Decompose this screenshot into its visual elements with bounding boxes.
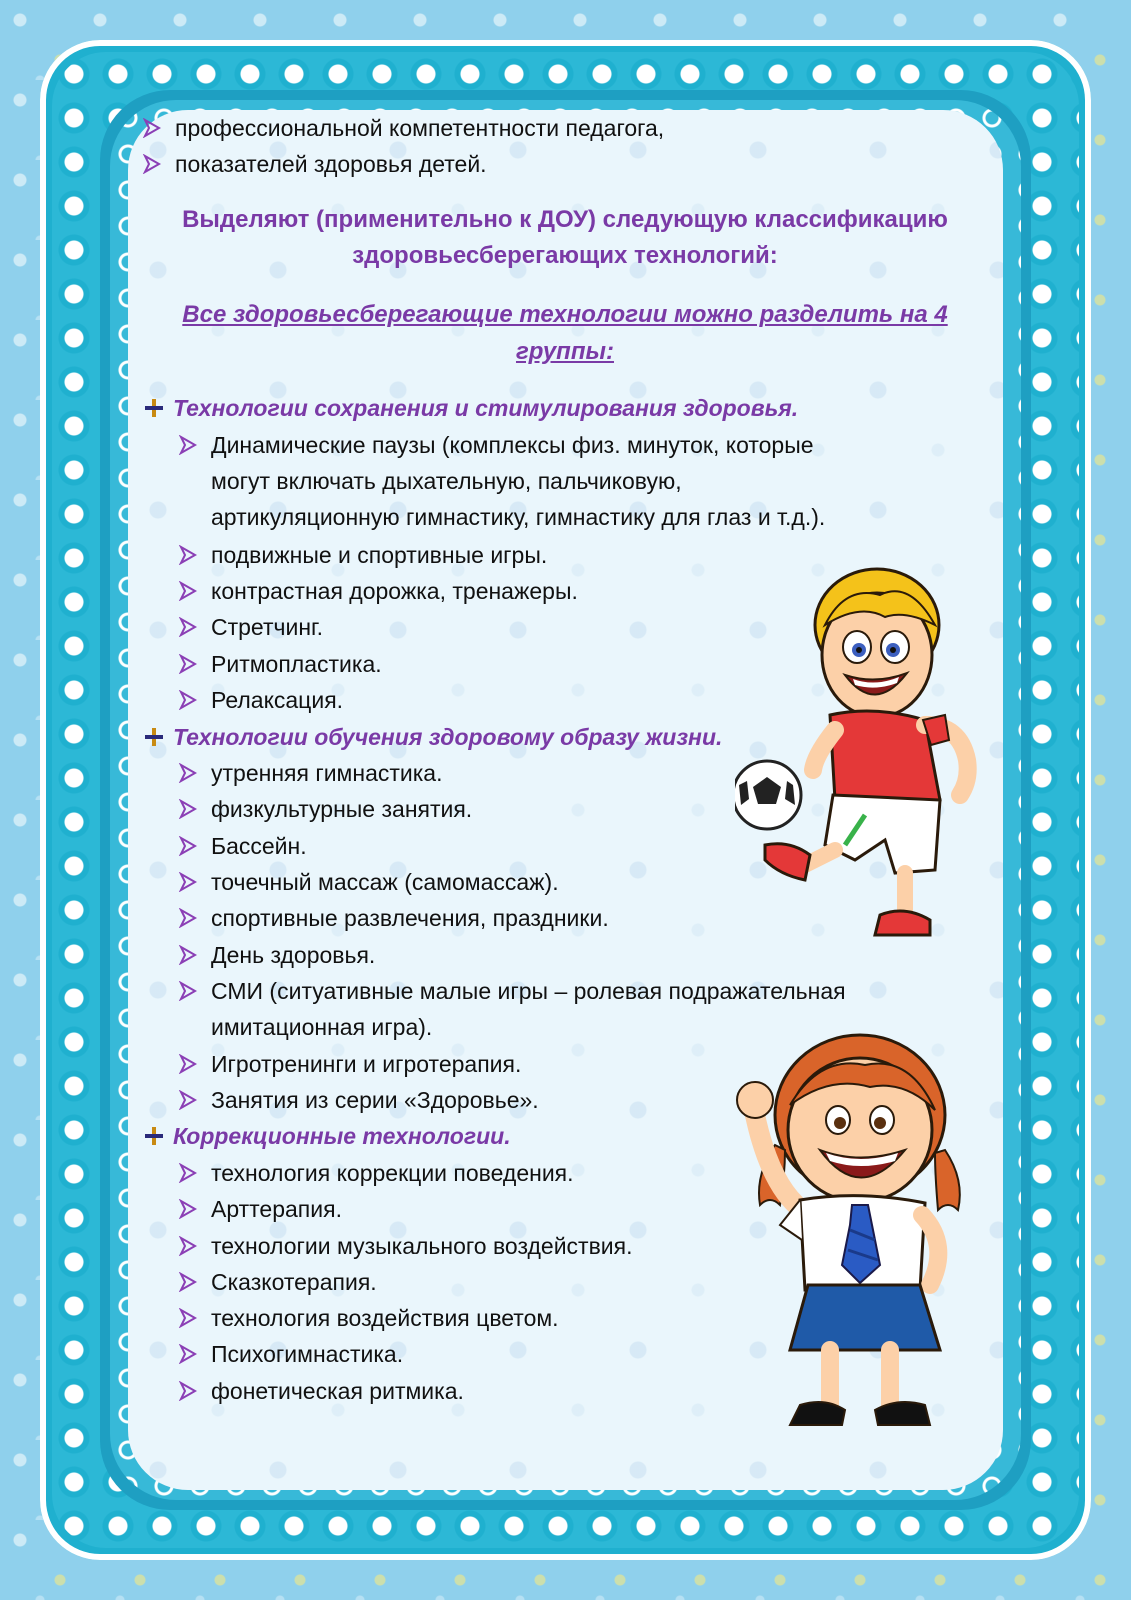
list-item-text: День здоровья. <box>211 942 376 968</box>
arrow-bullet-icon <box>177 1046 199 1082</box>
list-item-text: физкультурные занятия. <box>211 796 473 822</box>
classification-heading-line2: здоровьесберегающих технологий: <box>352 242 778 269</box>
list-item <box>177 755 443 791</box>
list-item <box>177 1336 403 1372</box>
list-item <box>177 1046 521 1082</box>
arrow-bullet-icon <box>177 1373 199 1409</box>
list-item <box>177 646 382 682</box>
arrow-bullet-icon <box>177 1336 199 1372</box>
list-item-text: Стретчинг. <box>211 614 324 640</box>
arrow-bullet-icon <box>177 537 199 573</box>
list-item <box>177 1300 559 1336</box>
girl-waving-illustration <box>730 1025 990 1465</box>
plus-bullet-icon <box>141 719 167 755</box>
list-item <box>177 1191 342 1227</box>
list-item-text: Релаксация. <box>211 687 344 713</box>
list-item <box>177 864 559 900</box>
arrow-bullet-icon <box>177 973 199 1009</box>
list-item <box>141 146 487 182</box>
list-item <box>177 1082 539 1118</box>
list-item <box>141 110 664 146</box>
list-item <box>177 1228 633 1264</box>
arrow-bullet-icon <box>141 146 163 182</box>
list-item <box>177 1155 574 1191</box>
list-item-text: профессиональной компетентности педагога, <box>175 115 665 141</box>
list-item-text: Динамические паузы (комплексы физ. минуток, которые <box>211 432 814 458</box>
list-item <box>177 900 609 936</box>
arrow-bullet-icon <box>177 791 199 827</box>
list-item-text: Арттерапия. <box>211 1196 342 1222</box>
arrow-bullet-icon <box>177 755 199 791</box>
list-item-text: имитационная игра). <box>211 1014 433 1040</box>
arrow-bullet-icon <box>177 646 199 682</box>
list-item <box>177 1264 377 1300</box>
list-item-text: Сказкотерапия. <box>211 1269 377 1295</box>
list-item <box>177 1373 464 1409</box>
list-item-text: Занятия из серии «Здоровье». <box>211 1087 539 1113</box>
list-item-text: точечный массаж (самомассаж). <box>211 869 559 895</box>
list-item <box>177 973 846 1009</box>
arrow-bullet-icon <box>177 1082 199 1118</box>
arrow-bullet-icon <box>177 573 199 609</box>
boy-playing-football-illustration <box>735 555 995 965</box>
group-title-row <box>141 390 798 426</box>
list-item <box>177 791 472 827</box>
arrow-bullet-icon <box>177 427 199 463</box>
list-item-text: технология коррекции поведения. <box>211 1160 574 1186</box>
list-item-text: Ритмопластика. <box>211 651 382 677</box>
group-title: Технологии обучения здоровому образу жизни. <box>173 724 723 750</box>
arrow-bullet-icon <box>177 1155 199 1191</box>
list-item-continuation <box>211 499 825 535</box>
list-item-text: Бассейн. <box>211 833 307 859</box>
list-item <box>177 427 814 463</box>
list-item-continuation <box>211 463 682 499</box>
list-item-text: СМИ (ситуативные малые игры – ролевая подражательная <box>211 978 846 1004</box>
groups-subtitle-line1: Все здоровьесберегающие технологии можно разделить на 4 <box>182 301 948 328</box>
list-item-continuation <box>211 1009 432 1045</box>
arrow-bullet-icon <box>177 609 199 645</box>
list-item-text: технология воздействия цветом. <box>211 1305 559 1331</box>
arrow-bullet-icon <box>177 937 199 973</box>
group-title: Коррекционные технологии. <box>173 1123 511 1149</box>
group-title-row <box>141 1118 511 1154</box>
arrow-bullet-icon <box>177 682 199 718</box>
arrow-bullet-icon <box>177 900 199 936</box>
list-item-text: спортивные развлечения, праздники. <box>211 905 609 931</box>
list-item-text: Игротренинги и игротерапия. <box>211 1051 522 1077</box>
list-item-text: утренняя гимнастика. <box>211 760 443 786</box>
list-item-text: контрастная дорожка, тренажеры. <box>211 578 578 604</box>
list-item-text: Психогимнастика. <box>211 1341 404 1367</box>
list-item-text: могут включать дыхательную, пальчиковую, <box>211 468 682 494</box>
arrow-bullet-icon <box>177 828 199 864</box>
list-item-text: фонетическая ритмика. <box>211 1378 464 1404</box>
classification-heading-line1: Выделяют (применительно к ДОУ) следующую классификацию <box>182 206 948 233</box>
list-item <box>177 609 323 645</box>
arrow-bullet-icon <box>177 1228 199 1264</box>
arrow-bullet-icon <box>141 110 163 146</box>
group-title: Технологии сохранения и стимулирования здоровья. <box>173 395 799 421</box>
groups-subtitle-line2: группы: <box>515 338 614 365</box>
list-item <box>177 537 547 573</box>
group-title-row <box>141 719 722 755</box>
arrow-bullet-icon <box>177 1264 199 1300</box>
list-item-text: показателей здоровья детей. <box>175 151 487 177</box>
list-item-text: подвижные и спортивные игры. <box>211 542 548 568</box>
list-item <box>177 573 578 609</box>
plus-bullet-icon <box>141 1118 167 1154</box>
arrow-bullet-icon <box>177 1300 199 1336</box>
list-item <box>177 937 375 973</box>
arrow-bullet-icon <box>177 1191 199 1227</box>
list-item-text: артикуляционную гимнастику, гимнастику для глаз и т.д.). <box>211 504 826 530</box>
list-item <box>177 828 307 864</box>
list-item <box>177 682 343 718</box>
plus-bullet-icon <box>141 390 167 426</box>
arrow-bullet-icon <box>177 864 199 900</box>
list-item-text: технологии музыкального воздействия. <box>211 1233 633 1259</box>
